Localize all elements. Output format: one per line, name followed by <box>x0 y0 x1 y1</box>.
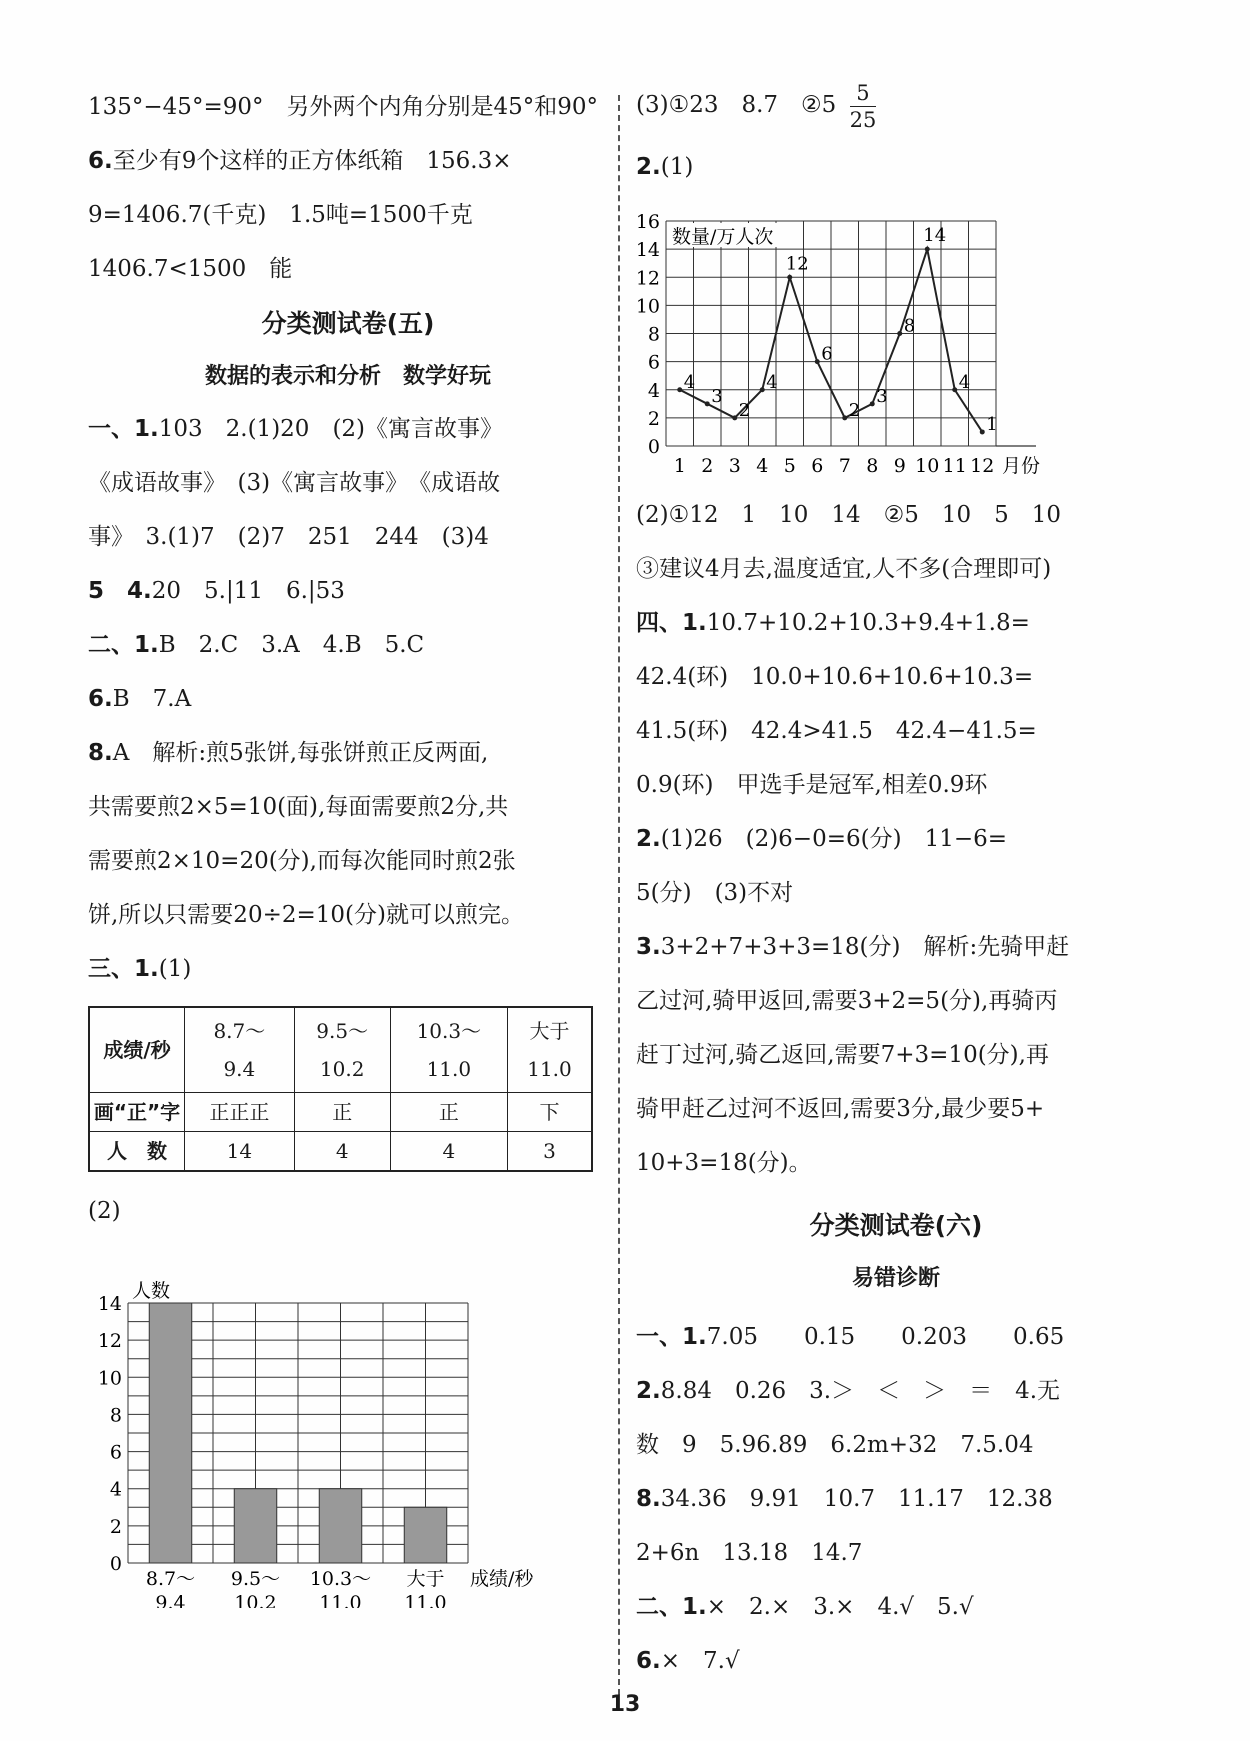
question-number: 8. <box>88 740 113 766</box>
left-answers-top <box>88 80 608 296</box>
question-number: 6. <box>636 1648 661 1674</box>
y-tick-label: 6 <box>647 351 660 374</box>
section6-subtitle: 易错诊断 <box>851 1266 940 1291</box>
answer-line: 41.5(环) 42.4>41.5 42.4−41.5= <box>636 718 1037 744</box>
x-tick-label: 5 <box>783 455 796 477</box>
y-tick-label: 2 <box>647 407 660 430</box>
bar <box>404 1507 447 1563</box>
x-tick-label: 11.0 <box>404 1592 447 1608</box>
y-tick-label: 12 <box>636 267 660 290</box>
answer-line: 5(分) (3)不对 <box>636 880 794 906</box>
answer-line: 需要煎2×10=20(分),而每次能同时煎2张 <box>88 848 516 874</box>
answer-line: 2.(1) <box>636 154 694 180</box>
y-tick-label: 4 <box>109 1478 122 1501</box>
y-tick-label: 16 <box>636 211 660 233</box>
answer-line: 0.9(环) 甲选手是冠军,相差0.9环 <box>636 772 988 798</box>
y-tick-label: 6 <box>109 1441 122 1464</box>
data-label: 3 <box>711 385 723 407</box>
answer-line: 共需要煎2×5=10(面),每面需要煎2分,共 <box>88 794 509 820</box>
answer-text: (3)①23 8.7 ②5 <box>636 92 837 118</box>
question-number: 2. <box>636 826 661 852</box>
answer-line: 赶丁过河,骑乙返回,需要7+3=10(分),再 <box>636 1042 1049 1068</box>
x-tick-label: 10 <box>915 455 940 477</box>
answer-line: 10+3=18(分)。 <box>636 1150 812 1176</box>
data-point <box>815 359 820 364</box>
table-cell: 大于 11.0 <box>508 1007 592 1093</box>
y-tick-label: 14 <box>636 239 660 262</box>
x-tick-label: 大于 <box>406 1568 445 1590</box>
data-label: 6 <box>821 343 833 365</box>
answer-line <box>636 70 1156 140</box>
question-number: 3. <box>636 934 661 960</box>
y-tick-label: 12 <box>97 1330 122 1353</box>
data-point <box>732 415 737 420</box>
data-point <box>870 401 875 406</box>
question-number: 6. <box>88 148 113 174</box>
x-axis-label: 月份 <box>1002 455 1041 477</box>
question-number: 8. <box>636 1486 661 1512</box>
table-row-header: 成绩/秒 <box>89 1007 185 1093</box>
x-tick-label: 7 <box>838 455 851 477</box>
table-row <box>89 1132 592 1172</box>
fraction-numerator: 5 <box>850 80 877 107</box>
data-point <box>925 247 930 252</box>
table-row <box>89 1007 592 1093</box>
x-tick-label: 9.5～ <box>230 1568 281 1590</box>
y-tick-label: 0 <box>109 1553 122 1575</box>
answer-line: 一、1.103 2.(1)20 (2)《寓言故事》 <box>88 416 504 442</box>
column-divider <box>618 95 620 1695</box>
x-tick-label: 9 <box>893 455 906 477</box>
data-label: 14 <box>923 225 947 247</box>
question-number: 2. <box>636 154 661 180</box>
answer-line: ③建议4月去,温度适宜,人不多(合理即可) <box>636 556 1052 582</box>
answer-line: (2)①12 1 10 14 ②5 10 5 10 <box>636 502 1062 528</box>
x-tick-label: 3 <box>728 455 741 477</box>
y-tick-label: 4 <box>647 379 660 402</box>
y-tick-label: 14 <box>97 1293 122 1315</box>
x-tick-label: 8.7～ <box>145 1568 196 1590</box>
table-row <box>89 1093 592 1132</box>
x-tick-label: 9.4 <box>155 1592 186 1608</box>
y-tick-label: 10 <box>636 295 660 318</box>
data-label: 4 <box>683 371 696 393</box>
part2-label: (2) <box>88 1198 121 1224</box>
question-number: 6. <box>88 686 113 712</box>
question-number: 一、1. <box>636 1324 707 1350</box>
question-number: 二、1. <box>636 1594 707 1620</box>
table-cell: 10.3～ 11.0 <box>390 1007 507 1093</box>
x-axis-label: 成绩/秒 <box>470 1568 534 1590</box>
answer-line: 3.3+2+7+3+3=18(分) 解析:先骑甲赶 <box>636 934 1070 960</box>
question-number: 四、1. <box>636 610 707 636</box>
data-point <box>705 401 710 406</box>
section6-title: 分类测试卷(六) <box>809 1211 983 1240</box>
answer-line: 骑甲赶乙过河不返回,需要3分,最少要5+ <box>636 1096 1045 1122</box>
fraction-denominator: 25 <box>849 107 877 132</box>
table-cell: 正正正 <box>185 1093 295 1132</box>
answer-line: 42.4(环) 10.0+10.6+10.6+10.3= <box>636 664 1034 690</box>
x-tick-label: 4 <box>756 455 769 477</box>
right-answer-2 <box>636 140 1156 194</box>
answer-line: 6.至少有9个这样的正方体纸箱 156.3× <box>88 148 512 174</box>
answer-line: 饼,所以只需要20÷2=10(分)就可以煎完。 <box>88 902 524 928</box>
answer-line: 8.A 解析:煎5张饼,每张饼煎正反两面, <box>88 740 489 766</box>
data-point <box>760 387 765 392</box>
x-tick-label: 1 <box>673 455 686 477</box>
data-point <box>677 387 682 392</box>
table-cell: 9.5～ 10.2 <box>294 1007 390 1093</box>
answer-line: 8.34.36 9.91 10.7 11.17 12.38 <box>636 1486 1053 1512</box>
data-label: 3 <box>876 385 888 407</box>
data-label: 1 <box>986 413 998 435</box>
x-tick-label: 11 <box>942 455 967 477</box>
answer-line: 5 4.20 5.|11 6.|53 <box>88 578 345 604</box>
y-axis-label: 数量/万人次 <box>672 226 774 248</box>
answer-line: 乙过河,骑甲返回,需要3+2=5(分),再骑丙 <box>636 988 1058 1014</box>
tally-table <box>88 1006 593 1172</box>
table-row-header: 画“正”字 <box>89 1093 185 1132</box>
answer-line: 一、1.7.05 0.15 0.203 0.65 <box>636 1324 1065 1350</box>
x-tick-label: 12 <box>970 455 995 477</box>
right-answers-end <box>636 1310 1156 1688</box>
x-tick-label: 11.0 <box>319 1592 362 1608</box>
bar <box>234 1489 277 1563</box>
y-tick-label: 8 <box>647 323 660 346</box>
right-answers-mid <box>636 488 1156 1190</box>
y-tick-label: 10 <box>97 1367 122 1390</box>
bar-chart <box>88 1238 588 1608</box>
data-label: 2 <box>738 399 751 421</box>
answer-line: 2.(1)26 (2)6−0=6(分) 11−6= <box>636 826 1008 852</box>
answer-line: 《成语故事》 (3)《寓言故事》 《成语故 <box>88 470 501 496</box>
data-label: 12 <box>785 253 809 275</box>
y-tick-label: 2 <box>109 1515 122 1538</box>
data-label: 4 <box>766 371 778 393</box>
answer-line: 6.B 7.A <box>88 686 192 712</box>
left-column <box>88 80 608 1612</box>
table-cell: 正 <box>294 1093 390 1132</box>
question-number: 一、1. <box>88 416 159 442</box>
x-tick-label: 10.3～ <box>309 1568 372 1590</box>
table-cell: 14 <box>185 1132 295 1172</box>
answer-line: 9=1406.7(千克) 1.5吨=1500千克 <box>88 202 473 228</box>
answer-line: 三、1.(1) <box>88 956 192 982</box>
bar <box>319 1489 362 1563</box>
question-number: 5 4. <box>88 578 152 604</box>
fraction <box>850 80 877 133</box>
answer-line: 2.8.84 0.26 3.＞ ＜ ＞ ＝ 4.无 <box>636 1378 1061 1404</box>
right-column <box>636 80 1156 1688</box>
answer-line: 6.× 7.√ <box>636 1648 740 1674</box>
data-label: 2 <box>848 399 861 421</box>
answer-line: 事》 3.(1)7 (2)7 251 244 (3)4 <box>88 524 489 550</box>
x-tick-label: 2 <box>701 455 714 477</box>
table-cell: 下 <box>508 1093 592 1132</box>
data-label: 4 <box>958 371 971 393</box>
table-cell: 4 <box>390 1132 507 1172</box>
left-answers-mid <box>88 402 608 996</box>
data-point <box>980 429 985 434</box>
y-axis-label: 人数 <box>132 1280 171 1302</box>
table-cell: 正 <box>390 1093 507 1132</box>
question-number: 三、1. <box>88 956 159 982</box>
table-row-header: 人 数 <box>89 1132 185 1172</box>
data-point <box>842 415 847 420</box>
table-cell: 4 <box>294 1132 390 1172</box>
x-tick-label: 6 <box>811 455 824 477</box>
y-tick-label: 0 <box>647 436 660 458</box>
table-cell: 8.7～ 9.4 <box>185 1007 295 1093</box>
x-tick-label: 8 <box>866 455 879 477</box>
question-number: 二、1. <box>88 632 159 658</box>
answer-line: 135°−45°=90° 另外两个内角分别是45°和90° <box>88 94 599 120</box>
data-point <box>952 387 957 392</box>
answer-line: 2+6n 13.18 14.7 <box>636 1540 863 1566</box>
answer-line: 数 9 5.96.89 6.2m+32 7.5.04 <box>636 1432 1034 1458</box>
section5-subtitle: 数据的表示和分析 数学好玩 <box>204 364 491 389</box>
data-point <box>787 275 792 280</box>
section5-title: 分类测试卷(五) <box>261 309 435 338</box>
y-tick-label: 8 <box>109 1404 122 1427</box>
x-tick-label: 10.2 <box>234 1592 277 1608</box>
answer-line: 二、1.× 2.× 3.× 4.√ 5.√ <box>636 1594 974 1620</box>
data-label: 8 <box>903 315 916 337</box>
data-point <box>897 331 902 336</box>
answer-line: 1406.7<1500 能 <box>88 256 293 282</box>
answer-line: 二、1.B 2.C 3.A 4.B 5.C <box>88 632 425 658</box>
table-cell: 3 <box>508 1132 592 1172</box>
bar <box>149 1303 192 1563</box>
page-number: 13 <box>609 1692 641 1717</box>
line-chart <box>636 194 1156 484</box>
answer-line: 四、1.10.7+10.2+10.3+9.4+1.8= <box>636 610 1030 636</box>
question-number: 2. <box>636 1378 661 1404</box>
